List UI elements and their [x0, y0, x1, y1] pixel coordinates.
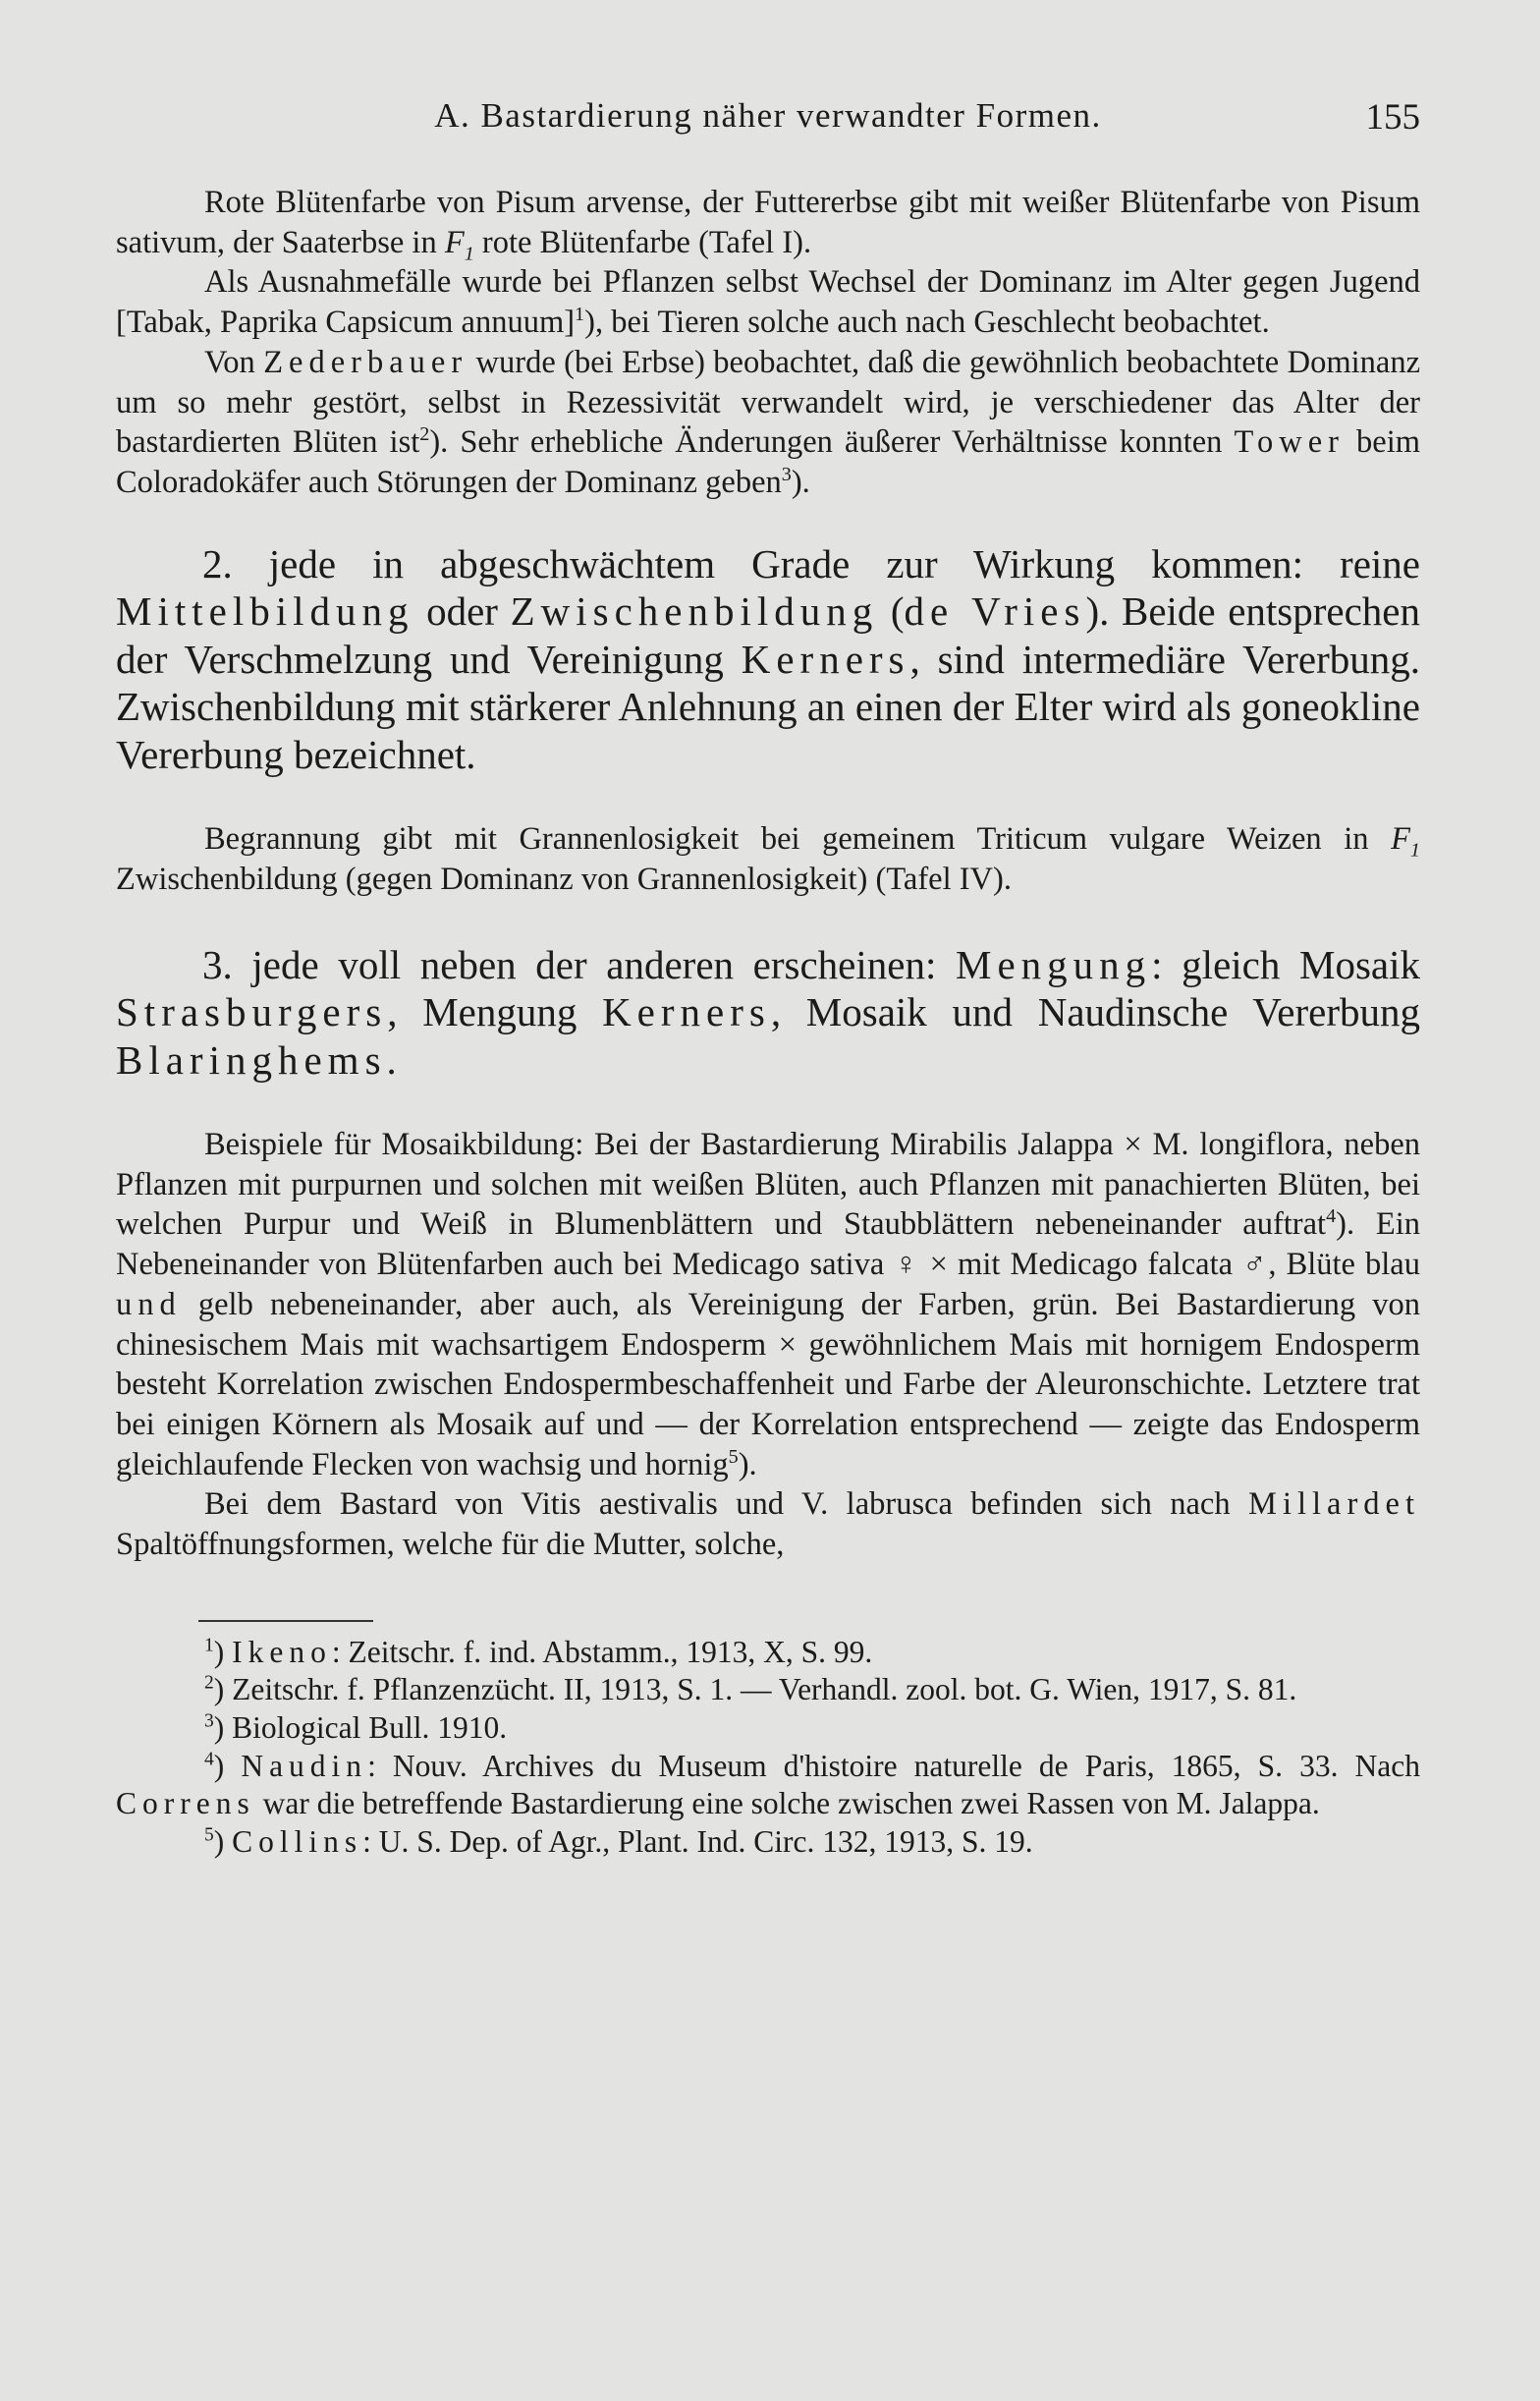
paragraph-zederbauer [116, 343, 1420, 503]
footnote-text: : Nouv. Archives du Museum d'histoire naturelle de Paris, 1865, S. 33. Nach [367, 1748, 1420, 1783]
text-run: Bei dem Bastard von Vitis aestivalis und V. labrusca befinden sich nach [204, 1486, 1249, 1523]
symbol-subscript: 1 [1409, 839, 1420, 862]
footnote-ref: 1 [575, 304, 585, 326]
text-run: ). [738, 1446, 757, 1482]
footnote-rule [198, 1620, 373, 1622]
author-name: Tower [1234, 424, 1345, 461]
text-run: ). Ein Nebeneinander von Blütenfarben auch bei Medicago sativa ♀ × mit Medicago falcata ♂, Blüte blau [116, 1206, 1420, 1283]
section-mosaic [116, 941, 1420, 1085]
author-name: Kerners [602, 989, 771, 1035]
footnote: $^2$) Zeitschr. f. Pflanzenzücht. II, 1913, S. 1. — Verhandl. zool. bot. G. Wien, 1917, S. 81. [204, 1672, 1297, 1707]
footnote-ref: 3 [781, 464, 792, 486]
author-name: Ikeno [232, 1634, 332, 1669]
text-run: Begrannung gibt mit Grannenlosigkeit bei gemeinem Triticum vulgare Weizen in [204, 821, 1392, 858]
footnote: $^3$) Biological Bull. 1910. [204, 1709, 508, 1745]
section-examples [116, 1125, 1420, 1565]
footnote-text: war die betreffende Bastardierung eine solche zwischen zwei Rassen von M. Jalappa. [254, 1786, 1320, 1821]
symbol-subscript: 1 [464, 243, 474, 265]
text-run: ( [878, 588, 905, 635]
text-run: Spaltöffnungsformen, welche für die Mutter, solche, [116, 1527, 785, 1563]
term-spaced: Zwischenbildung [510, 588, 879, 635]
paragraph-triticum [116, 819, 1420, 899]
author-name: Blaringhems [116, 1036, 387, 1083]
running-head: A. Bastardierung näher verwandter Formen. [434, 96, 1102, 135]
text-run: gelb nebeneinander, aber auch, als Vereinigung der Farben, grün. Bei Bastardierung von chinesischem Mais mit wachsartigem Endosperm × gewöhnlichem Mais mit hornigem Endosperm besteht Korrelation zwischen Endospermbeschaffenheit und Farbe der Aleuronschichte. Letztere trat bei einigen Körnern als Mosaik auf und — der Korrelation entsprechend — zeigte das Endosperm gleichlaufende Flecken von wachsig und hornig [116, 1286, 1420, 1482]
author-name: Kerners [741, 636, 910, 682]
author-name: de Vries [904, 588, 1086, 635]
footnote-ref: 5 [728, 1445, 739, 1468]
footnote-ref: 4 [1326, 1205, 1337, 1228]
text-run: ). [791, 464, 810, 500]
footnote: $^1$) Ikeno: Zeitschr. f. ind. Abstamm., 1913, X, S. 99. [204, 1634, 873, 1669]
author-name: Zederbauer [263, 344, 468, 380]
footnote-mark: 1 [204, 1635, 214, 1656]
paragraph-pisum [116, 183, 1420, 265]
text-run: beim Coloradokäfer auch Störungen der Dominanz geben [116, 424, 1421, 500]
text-run: oder [413, 588, 511, 635]
text-run: Rote Blütenfarbe von Pisum arvense, der Futtererbse gibt mit weißer Blütenfarbe von Pisum sativum, der Saaterbse in [116, 185, 1420, 260]
generation-symbol [444, 224, 474, 265]
text-run: ). Beide entsprechen der Verschmelzung und Vereinigung [116, 588, 1420, 682]
footnote-text: Biological Bull. 1910. [232, 1709, 508, 1745]
section-triticum [116, 819, 1420, 899]
paragraph-point-2 [116, 540, 1420, 779]
section-intermediate [116, 540, 1420, 779]
footnote-ref: 2 [419, 423, 430, 446]
term-spaced: Mengung [955, 941, 1152, 987]
page-body [116, 183, 1420, 1861]
author-name: Correns [116, 1786, 255, 1821]
paragraph-vitis [116, 1484, 1420, 1564]
text-run: wurde (bei Erbse) beobachtet, daß die gewöhnlich beobachtete Dominanz um so mehr gestört, selbst in Rezessivität verwandelt wird, je verschiedener das Alter der bastardierten Blüten ist [116, 344, 1421, 461]
text-run: . [386, 1036, 397, 1083]
emphasis-spaced: und [116, 1286, 182, 1322]
text-run: Als Ausnahmefälle wurde bei Pflanzen selbst Wechsel der Dominanz im Alter gegen Jugend [Tabak, Paprika Capsicum annuum] [116, 264, 1420, 341]
author-name: Millardet [1248, 1486, 1420, 1523]
footnote-mark: 3 [204, 1710, 214, 1732]
text-run: , Mengung [387, 989, 603, 1035]
text-run: 2. jede in abgeschwächtem Grade zur Wirkung kommen: reine [202, 540, 1420, 586]
symbol-letter: F [1391, 821, 1410, 858]
footnotes [116, 1634, 1420, 1862]
text-run: : gleich Mosaik [1151, 941, 1420, 987]
footnote-mark: 5 [204, 1824, 214, 1846]
text-run: , Mosaik und Naudinsche Vererbung [770, 989, 1421, 1035]
symbol-letter: F [444, 224, 465, 260]
footnote: $^4$) Naudin: Nouv. Archives du Museum d'histoire naturelle de Paris, 1865, S. 33. Nach Correns war die betreffende Bastardierung eine solche zwischen zwei Rassen von M. Jalappa. [116, 1748, 1420, 1821]
footnote-text: : Zeitschr. f. ind. Abstamm., 1913, X, S. 99. [331, 1634, 873, 1669]
text-run: 3. jede voll neben der anderen erscheinen: [202, 941, 956, 987]
text-run: rote Blütenfarbe (Tafel I). [473, 224, 812, 260]
section-dominance-notes [116, 183, 1420, 503]
text-run: Beispiele für Mosaikbildung: Bei der Bastardierung Mirabilis Jalappa × M. longiflora, neben Pflanzen mit purpurnen und solchen mit weißen Blüten, auch Pflanzen mit panachierten Blüten, bei welchen Purpur und Weiß in Blumenblättern und Staubblättern nebeneinander auftrat [116, 1127, 1420, 1243]
page-number: 155 [1365, 97, 1420, 138]
generation-symbol [1391, 821, 1420, 862]
footnote-text: : U. S. Dep. of Agr., Plant. Ind. Circ. 132, 1913, S. 19. [362, 1823, 1033, 1859]
paragraph-point-3 [116, 941, 1420, 1085]
footnote: $^5$) Collins: U. S. Dep. of Agr., Plant. Ind. Circ. 132, 1913, S. 19. [204, 1823, 1033, 1859]
paragraph-exceptions [116, 262, 1420, 342]
author-name: Strasburgers [116, 989, 388, 1035]
author-name: Naudin [241, 1748, 368, 1783]
term-spaced: Mittelbildung [116, 588, 414, 635]
text-run: , sind intermediäre Vererbung. Zwischenbildung mit stärkerer Anlehnung an einen der Elter wird als goneokline Vererbung bezeichnet. [116, 636, 1420, 777]
paragraph-mosaic-examples [116, 1125, 1420, 1484]
footnote-mark: 4 [204, 1749, 214, 1770]
page-header [116, 96, 1420, 145]
text-run: Von [204, 344, 264, 380]
author-name: Collins [232, 1823, 363, 1859]
footnote-text: Zeitschr. f. Pflanzenzücht. II, 1913, S. 1. — Verhandl. zool. bot. G. Wien, 1917, S. 81. [232, 1672, 1297, 1707]
text-run: Zwischenbildung (gegen Dominanz von Grannenlosigkeit) (Tafel IV). [116, 861, 1012, 897]
text-run: ). Sehr erhebliche Änderungen äußerer Verhältnisse konnten [429, 424, 1235, 461]
text-run: ), bei Tieren solche auch nach Geschlecht beobachtet. [584, 305, 1270, 341]
footnote-mark: 2 [204, 1672, 214, 1694]
